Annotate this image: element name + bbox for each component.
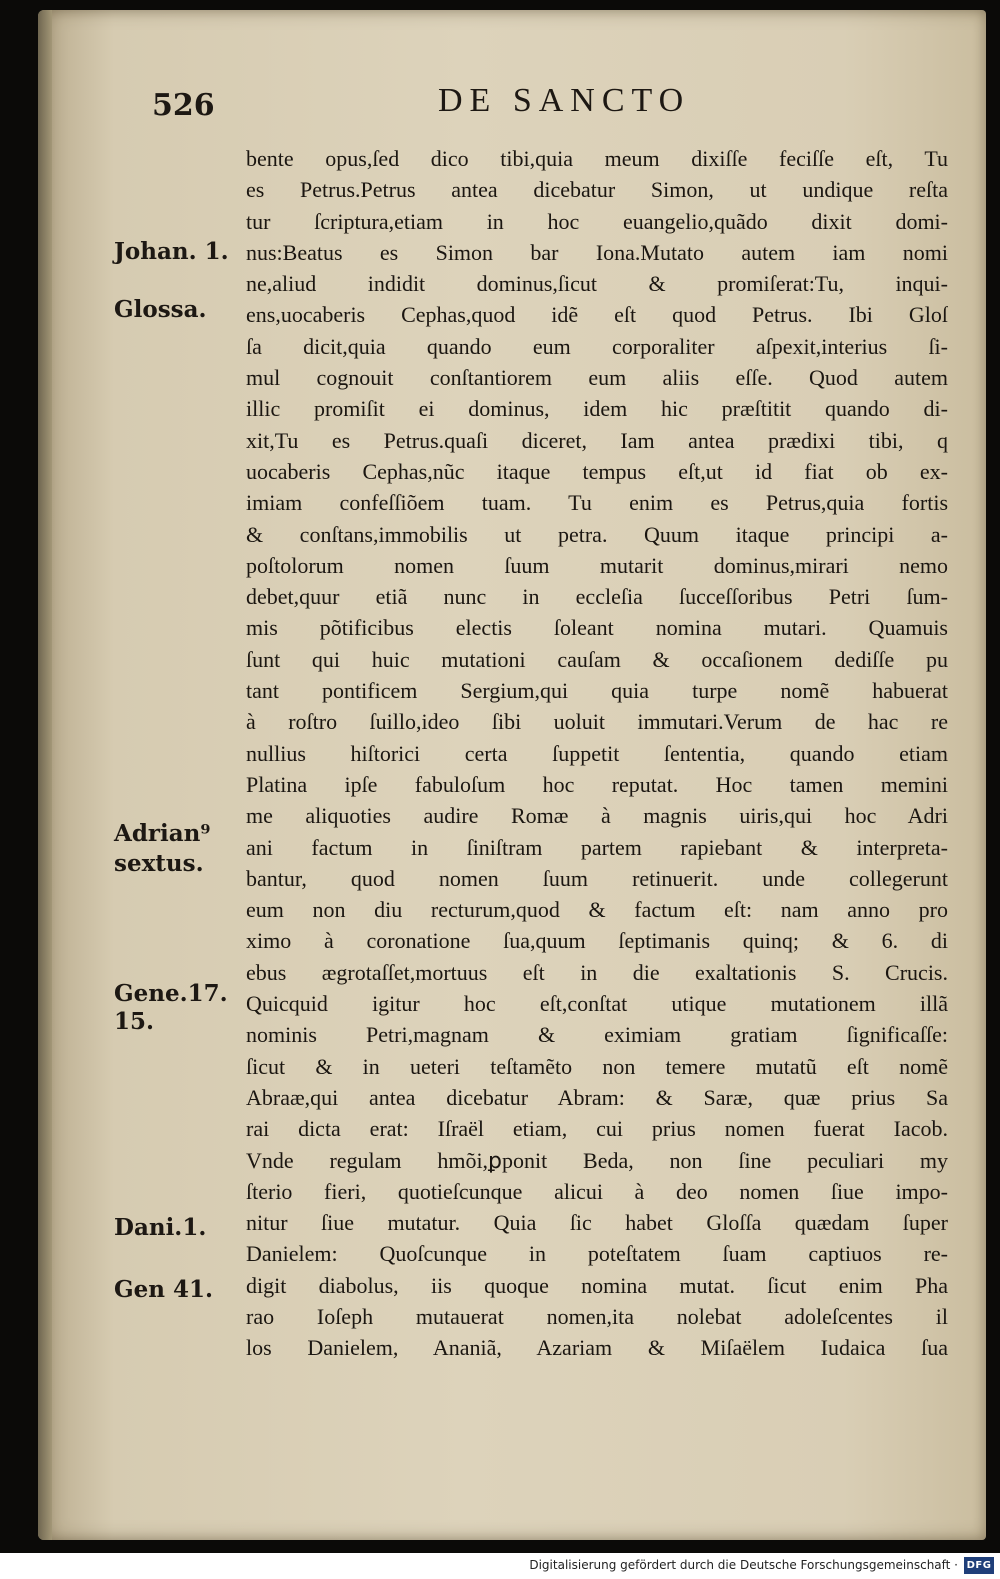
- text-line: nullius hiſtorici certa ſuppetit ſententia, quando etiam: [246, 740, 948, 766]
- text-line: ſa dicit,quia quando eum corporaliter aſpexit,interius ſi-: [246, 333, 948, 359]
- running-head: [38, 82, 986, 132]
- marginal-note-dani: Dani.1.: [114, 1214, 207, 1241]
- text-line: rao Ioſeph mutauerat nomen,ita nolebat adoleſcentes il: [246, 1303, 948, 1329]
- text-line: & conſtans,immobilis ut petra. Quum itaque principi a-: [246, 521, 948, 547]
- text-line: à roſtro ſuillo,ideo ſibi uoluit immutari.Verum de hac re: [246, 709, 948, 735]
- text-line: rai dicta erat: Iſraël etiam, cui prius nomen fuerat Iacob.: [246, 1116, 948, 1142]
- text-line: poſtolorum nomen ſuum mutarit dominus,mirari nemo: [246, 552, 948, 578]
- text-line: Abraæ,qui antea dicebatur Abram: & Saræ, quæ prius Sa: [246, 1084, 948, 1110]
- text-line: imiam confeſſiõem tuam. Tu enim es Petrus,quia fortis: [246, 490, 948, 516]
- text-line: Danielem: Quoſcunque in poteſtatem ſuam captiuos re-: [246, 1241, 948, 1267]
- text-line: digit diabolus, iis quoque nomina mutat. ſicut enim Pha: [246, 1272, 948, 1298]
- text-line: ebus ægrotaſſet,mortuus eſt in die exaltationis S. Crucis.: [246, 959, 948, 985]
- text-line: tant pontificem Sergium,qui quia turpe nomẽ habuerat: [246, 678, 948, 704]
- text-line: ſunt qui huic mutationi cauſam & occaſionem dediſſe pu: [246, 646, 948, 672]
- text-line: ximo à coronatione ſua,quum ſeptimanis quinq; & 6. di: [246, 928, 948, 954]
- text-line: me aliquoties audire Romæ à magnis uiris,qui hoc Adri: [246, 803, 948, 829]
- marginal-note-johan: Johan. 1.: [114, 238, 229, 265]
- page-number: 526: [152, 88, 215, 123]
- text-line: ſicut & in ueteri teſtamẽto non temere mutatũ eſt nomẽ: [246, 1053, 948, 1079]
- text-line: uocaberis Cephas,nũc itaque tempus eſt,ut id fiat ob ex-: [246, 458, 948, 484]
- text-line: debet,quur etiã nunc in eccleſia ſucceſſoribus Petri ſum-: [246, 584, 948, 610]
- marginal-note-gen: Gen 41.: [114, 1276, 214, 1303]
- marginal-note-adrian: Adrian⁹: [114, 820, 211, 847]
- text-line: es Petrus.Petrus antea dicebatur Simon, ut undique reſta: [246, 177, 948, 203]
- text-line: tur ſcriptura,etiam in hoc euangelio,quãdo dixit domi-: [246, 208, 948, 234]
- marginal-note-glossa: Glossa.: [114, 296, 207, 323]
- dfg-logo: DFG: [964, 1557, 994, 1574]
- text-line: nominis Petri,magnam & eximiam gratiam ſignificaſſe:: [246, 1022, 948, 1048]
- text-line: mis põtificibus electis ſoleant nomina mutari. Quamuis: [246, 615, 948, 641]
- marginal-note-sextus: sextus.: [114, 850, 204, 877]
- funding-credit: Digitalisierung gefördert durch die Deutsche Forschungsgemeinschaft ·: [529, 1558, 958, 1572]
- text-line: eum non diu recturum,quod & factum eſt: nam anno pro: [246, 897, 948, 923]
- text-line: ne,aliud indidit dominus,ſicut & promiſerat:Tu, inqui-: [246, 271, 948, 297]
- book-page: [38, 10, 986, 1540]
- text-line: nus:Beatus es Simon bar Iona.Mutato autem iam nomi: [246, 239, 948, 265]
- text-line: ens,uocaberis Cephas,quod idẽ eſt quod Petrus. Ibi Gloſ: [246, 302, 948, 328]
- text-line: nitur ſiue mutatur. Quia ſic habet Gloſſa quædam ſuper: [246, 1210, 948, 1236]
- digitization-footer: [0, 1553, 1000, 1579]
- marginal-note-gene: Gene.17.: [114, 980, 228, 1007]
- text-line: illic promiſit ei dominus, idem hic præſtitit quando di-: [246, 396, 948, 422]
- text-line: los Danielem, Ananiã, Azariam & Miſaëlem Iudaica ſua: [246, 1335, 948, 1361]
- text-line: ani factum in ſiniſtram partem rapiebant & interpreta-: [246, 834, 948, 860]
- text-line: xit,Tu es Petrus.quaſi diceret, Iam antea prædixi tibi, q: [246, 427, 948, 453]
- text-line: bantur, quod nomen ſuum retinuerit. unde collegerunt: [246, 865, 948, 891]
- body-text: [246, 143, 948, 1364]
- text-line: ſterio fieri, quotieſcunque alicui à deo nomen ſiue impo-: [246, 1178, 948, 1204]
- running-title: DE SANCTO: [438, 82, 691, 119]
- text-line: Platina ipſe fabuloſum hoc reputat. Hoc tamen memini: [246, 771, 948, 797]
- text-line: mul cognouit conſtantiorem eum aliis eſſe. Quod autem: [246, 365, 948, 391]
- text-line: Quicquid igitur hoc eſt,conſtat utique mutationem illã: [246, 991, 948, 1017]
- text-line: Vnde regulam hmõi,ꝑponit Beda, non ſine peculiari my: [246, 1147, 948, 1173]
- marginal-note-gene-verse: 15.: [114, 1008, 155, 1035]
- text-line: bente opus,ſed dico tibi,quia meum dixiſſe feciſſe eſt, Tu: [246, 146, 948, 171]
